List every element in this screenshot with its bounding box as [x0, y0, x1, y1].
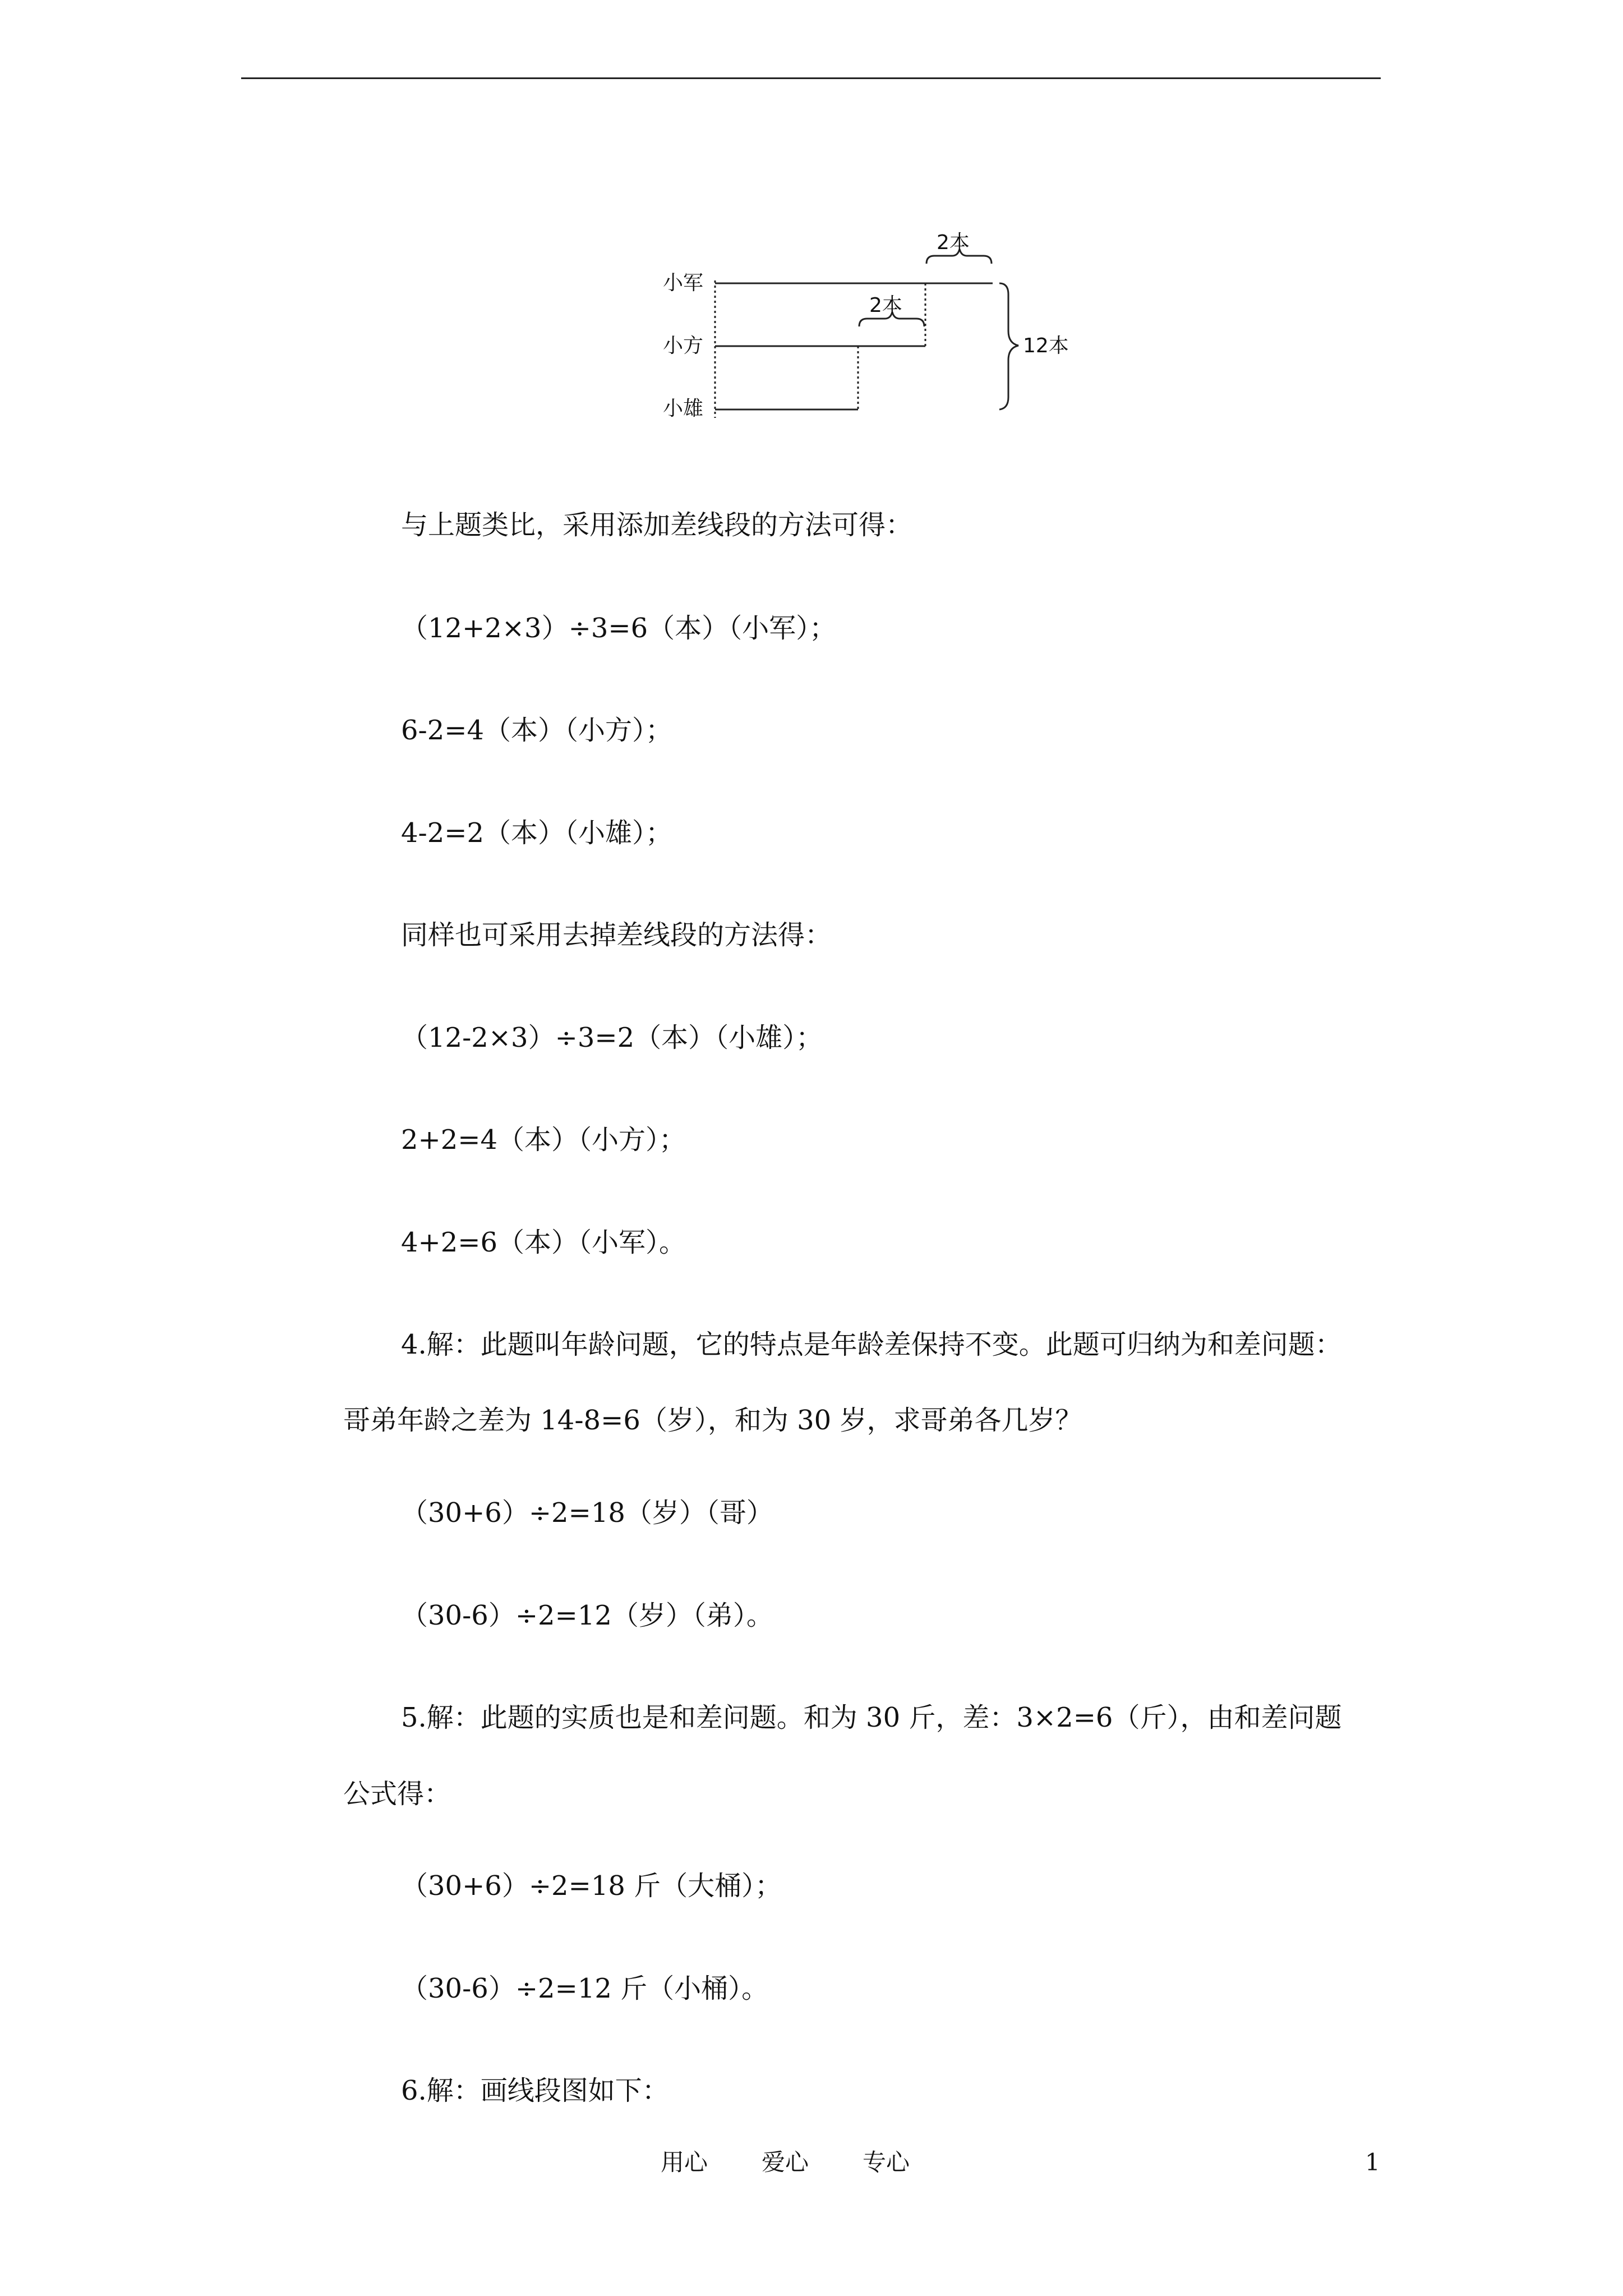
label-xiaofang: 小方: [663, 334, 704, 357]
text-line: 6-2=4（本）（小方）；: [401, 715, 673, 746]
label-xiaoxiong: 小雄: [663, 397, 704, 420]
text-line: 2+2=4（本）（小方）；: [401, 1124, 686, 1156]
text-line: 6.解：画线段图如下：: [401, 2075, 669, 2106]
header-rule: [241, 77, 1381, 79]
text-line: 4-2=2（本）（小雄）；: [401, 817, 673, 849]
label-top-diff: 2本: [937, 231, 970, 254]
text-line: 与上题类比，采用添加差线段的方法可得：: [401, 509, 913, 541]
text-line: （30-6）÷2=12（岁）（弟）。: [401, 1600, 773, 1631]
text-line: （30-6）÷2=12 斤（小桶）。: [401, 1973, 769, 2004]
label-xiaojun: 小军: [663, 272, 704, 295]
text-line: （12+2×3）÷3=6（本）（小军）；: [401, 613, 837, 644]
footer-word: 专心: [863, 2148, 910, 2176]
footer-word: 爱心: [762, 2148, 809, 2176]
text-line: 5.解：此题的实质也是和差问题。和为 30 斤，差：3×2=6（斤），由和差问题: [401, 1702, 1342, 1733]
text-line: （30+6）÷2=18（岁）（哥）: [401, 1497, 773, 1529]
label-mid-diff: 2本: [869, 294, 902, 317]
brace-total: [999, 283, 1018, 409]
footer-word: 用心: [661, 2148, 708, 2176]
text-line: （30+6）÷2=18 斤（大桶）；: [401, 1870, 782, 1902]
page-number: 1: [1365, 2148, 1380, 2176]
text-line: 4.解：此题叫年龄问题，它的特点是年龄差保持不变。此题可归纳为和差问题：: [401, 1329, 1342, 1360]
text-line: 4+2=6（本）（小军）。: [401, 1227, 686, 1258]
text-line: （12-2×3）÷3=2（本）（小雄）；: [401, 1022, 823, 1053]
text-line: 同样也可采用去掉差线段的方法得：: [401, 919, 832, 951]
text-line: 公式得：: [343, 1778, 451, 1810]
text-line: 哥弟年龄之差为 14-8=6（岁），和为 30 岁，求哥弟各几岁？: [343, 1405, 1082, 1436]
label-total: 12本: [1023, 334, 1069, 357]
line-segment-diagram: [656, 219, 1094, 443]
